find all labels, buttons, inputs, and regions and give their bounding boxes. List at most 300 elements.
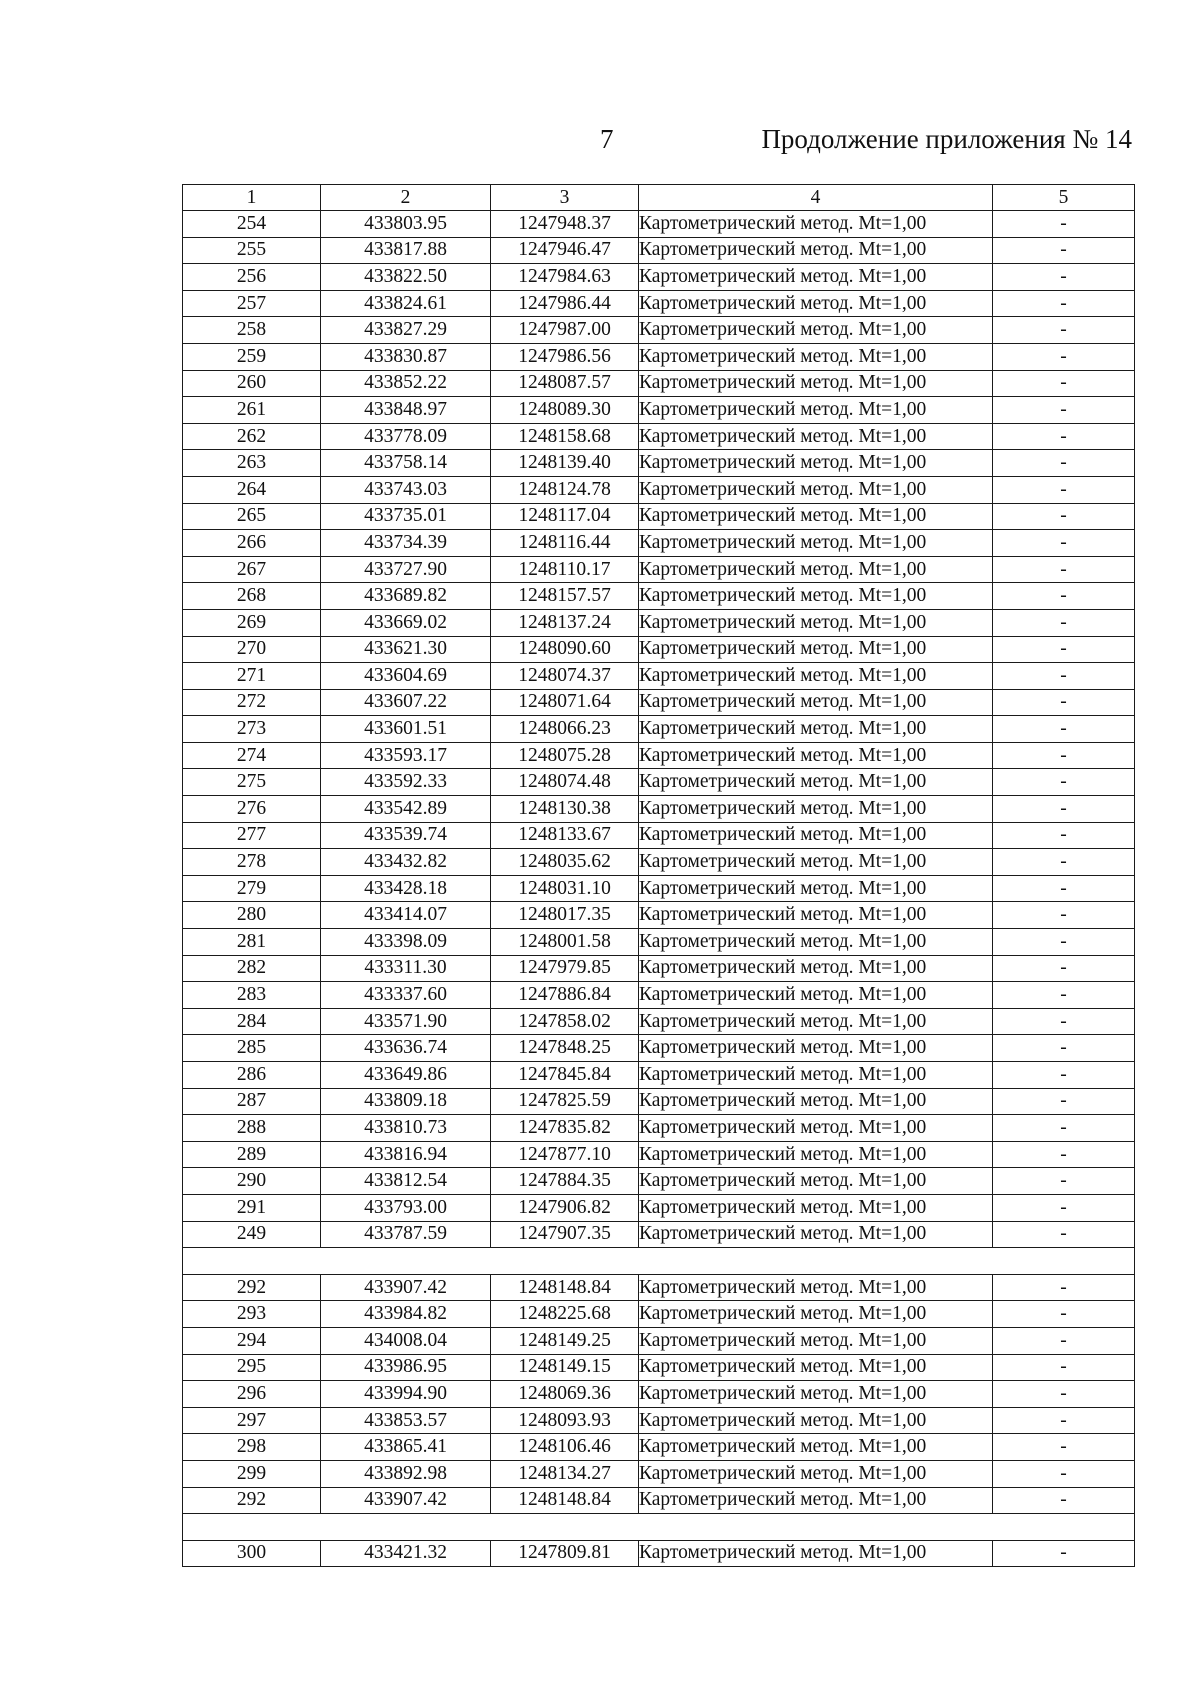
coordinate-x-cell: 433758.14 xyxy=(321,450,491,477)
method-description-cell: Картометрический метод. Mt=1,00 xyxy=(639,211,993,238)
method-description-cell: Картометрический метод. Mt=1,00 xyxy=(639,343,993,370)
error-value-cell: - xyxy=(993,1381,1135,1408)
coordinate-y-cell: 1248001.58 xyxy=(491,929,639,956)
table-row xyxy=(183,556,1135,583)
error-value-cell: - xyxy=(993,397,1135,424)
coordinate-x-cell: 433428.18 xyxy=(321,875,491,902)
coordinate-y-cell: 1248116.44 xyxy=(491,530,639,557)
error-value-cell: - xyxy=(993,530,1135,557)
page-number: 7 xyxy=(600,124,614,154)
error-value-cell: - xyxy=(993,1460,1135,1487)
table-row xyxy=(183,1008,1135,1035)
table-row xyxy=(183,716,1135,743)
method-description-cell: Картометрический метод. Mt=1,00 xyxy=(639,476,993,503)
method-description-cell: Картометрический метод. Mt=1,00 xyxy=(639,982,993,1009)
error-value-cell: - xyxy=(993,1487,1135,1514)
coordinate-y-cell: 1248117.04 xyxy=(491,503,639,530)
coordinate-x-cell: 433865.41 xyxy=(321,1434,491,1461)
table-row xyxy=(183,1062,1135,1089)
coordinate-y-cell: 1248093.93 xyxy=(491,1407,639,1434)
coordinate-x-cell: 433778.09 xyxy=(321,423,491,450)
error-value-cell: - xyxy=(993,1035,1135,1062)
coordinate-y-cell: 1248035.62 xyxy=(491,849,639,876)
method-description-cell: Картометрический метод. Mt=1,00 xyxy=(639,583,993,610)
coordinate-x-cell: 433734.39 xyxy=(321,530,491,557)
group-separator-cell xyxy=(183,1248,1135,1275)
coordinate-y-cell: 1247979.85 xyxy=(491,955,639,982)
coordinate-y-cell: 1247986.56 xyxy=(491,343,639,370)
error-value-cell: - xyxy=(993,1327,1135,1354)
coordinate-y-cell: 1247848.25 xyxy=(491,1035,639,1062)
point-number-cell: 271 xyxy=(183,663,321,690)
coordinate-x-cell: 433414.07 xyxy=(321,902,491,929)
table-row xyxy=(183,1460,1135,1487)
table-row xyxy=(183,1088,1135,1115)
error-value-cell: - xyxy=(993,1221,1135,1248)
coordinate-x-cell: 433810.73 xyxy=(321,1115,491,1142)
point-number-cell: 254 xyxy=(183,211,321,238)
point-number-cell: 273 xyxy=(183,716,321,743)
point-number-cell: 290 xyxy=(183,1168,321,1195)
error-value-cell: - xyxy=(993,583,1135,610)
coordinate-y-cell: 1248031.10 xyxy=(491,875,639,902)
method-description-cell: Картометрический метод. Mt=1,00 xyxy=(639,929,993,956)
coordinate-x-cell: 434008.04 xyxy=(321,1327,491,1354)
table-row xyxy=(183,1035,1135,1062)
table-row xyxy=(183,902,1135,929)
error-value-cell: - xyxy=(993,503,1135,530)
error-value-cell: - xyxy=(993,237,1135,264)
point-number-cell: 292 xyxy=(183,1487,321,1514)
coordinate-y-cell: 1248137.24 xyxy=(491,609,639,636)
method-description-cell: Картометрический метод. Mt=1,00 xyxy=(639,1035,993,1062)
method-description-cell: Картометрический метод. Mt=1,00 xyxy=(639,1434,993,1461)
method-description-cell: Картометрический метод. Mt=1,00 xyxy=(639,1354,993,1381)
coordinate-x-cell: 433817.88 xyxy=(321,237,491,264)
error-value-cell: - xyxy=(993,1141,1135,1168)
coordinate-x-cell: 433907.42 xyxy=(321,1274,491,1301)
table-row xyxy=(183,530,1135,557)
error-value-cell: - xyxy=(993,769,1135,796)
table-row xyxy=(183,1221,1135,1248)
table-row xyxy=(183,1540,1135,1567)
point-number-cell: 256 xyxy=(183,264,321,291)
error-value-cell: - xyxy=(993,370,1135,397)
table-row xyxy=(183,875,1135,902)
point-number-cell: 294 xyxy=(183,1327,321,1354)
coordinate-x-cell: 433824.61 xyxy=(321,290,491,317)
table-row xyxy=(183,1407,1135,1434)
method-description-cell: Картометрический метод. Mt=1,00 xyxy=(639,822,993,849)
coordinate-y-cell: 1247858.02 xyxy=(491,1008,639,1035)
table-row xyxy=(183,450,1135,477)
point-number-cell: 277 xyxy=(183,822,321,849)
coordinate-y-cell: 1248134.27 xyxy=(491,1460,639,1487)
error-value-cell: - xyxy=(993,636,1135,663)
error-value-cell: - xyxy=(993,929,1135,956)
method-description-cell: Картометрический метод. Mt=1,00 xyxy=(639,397,993,424)
table-row xyxy=(183,423,1135,450)
point-number-cell: 286 xyxy=(183,1062,321,1089)
error-value-cell: - xyxy=(993,211,1135,238)
coordinate-y-cell: 1247906.82 xyxy=(491,1194,639,1221)
method-description-cell: Картометрический метод. Mt=1,00 xyxy=(639,503,993,530)
coordinate-x-cell: 433809.18 xyxy=(321,1088,491,1115)
table-row xyxy=(183,1381,1135,1408)
coordinate-y-cell: 1248148.84 xyxy=(491,1274,639,1301)
column-header-1: 1 xyxy=(183,185,321,211)
method-description-cell: Картометрический метод. Mt=1,00 xyxy=(639,423,993,450)
point-number-cell: 283 xyxy=(183,982,321,1009)
coordinate-y-cell: 1247825.59 xyxy=(491,1088,639,1115)
coordinate-x-cell: 433539.74 xyxy=(321,822,491,849)
table-row xyxy=(183,1168,1135,1195)
method-description-cell: Картометрический метод. Mt=1,00 xyxy=(639,237,993,264)
coordinate-x-cell: 433604.69 xyxy=(321,663,491,690)
coordinate-x-cell: 433689.82 xyxy=(321,583,491,610)
coordinate-x-cell: 433311.30 xyxy=(321,955,491,982)
coordinate-y-cell: 1248157.57 xyxy=(491,583,639,610)
error-value-cell: - xyxy=(993,1168,1135,1195)
error-value-cell: - xyxy=(993,1088,1135,1115)
error-value-cell: - xyxy=(993,1354,1135,1381)
point-number-cell: 282 xyxy=(183,955,321,982)
method-description-cell: Картометрический метод. Mt=1,00 xyxy=(639,1221,993,1248)
point-number-cell: 266 xyxy=(183,530,321,557)
table-row xyxy=(183,982,1135,1009)
point-number-cell: 272 xyxy=(183,689,321,716)
point-number-cell: 280 xyxy=(183,902,321,929)
error-value-cell: - xyxy=(993,423,1135,450)
table-row xyxy=(183,742,1135,769)
error-value-cell: - xyxy=(993,955,1135,982)
column-header-5: 5 xyxy=(993,185,1135,211)
table-row xyxy=(183,211,1135,238)
error-value-cell: - xyxy=(993,609,1135,636)
method-description-cell: Картометрический метод. Mt=1,00 xyxy=(639,1088,993,1115)
point-number-cell: 267 xyxy=(183,556,321,583)
coordinate-x-cell: 433852.22 xyxy=(321,370,491,397)
table-body xyxy=(183,211,1135,1567)
coordinate-x-cell: 433607.22 xyxy=(321,689,491,716)
point-number-cell: 270 xyxy=(183,636,321,663)
error-value-cell: - xyxy=(993,1194,1135,1221)
error-value-cell: - xyxy=(993,1540,1135,1567)
point-number-cell: 285 xyxy=(183,1035,321,1062)
coordinate-y-cell: 1247984.63 xyxy=(491,264,639,291)
point-number-cell: 264 xyxy=(183,476,321,503)
method-description-cell: Картометрический метод. Mt=1,00 xyxy=(639,1327,993,1354)
coordinate-x-cell: 433830.87 xyxy=(321,343,491,370)
coordinate-y-cell: 1248149.15 xyxy=(491,1354,639,1381)
coordinate-y-cell: 1248158.68 xyxy=(491,423,639,450)
table-row xyxy=(183,1141,1135,1168)
coordinate-y-cell: 1247884.35 xyxy=(491,1168,639,1195)
table-row xyxy=(183,1194,1135,1221)
point-number-cell: 279 xyxy=(183,875,321,902)
method-description-cell: Картометрический метод. Mt=1,00 xyxy=(639,849,993,876)
table-row xyxy=(183,849,1135,876)
method-description-cell: Картометрический метод. Mt=1,00 xyxy=(639,1381,993,1408)
coordinate-y-cell: 1248075.28 xyxy=(491,742,639,769)
error-value-cell: - xyxy=(993,796,1135,823)
point-number-cell: 274 xyxy=(183,742,321,769)
coordinate-x-cell: 433649.86 xyxy=(321,1062,491,1089)
method-description-cell: Картометрический метод. Mt=1,00 xyxy=(639,317,993,344)
table-row xyxy=(183,1115,1135,1142)
method-description-cell: Картометрический метод. Mt=1,00 xyxy=(639,1407,993,1434)
table-row xyxy=(183,264,1135,291)
method-description-cell: Картометрический метод. Mt=1,00 xyxy=(639,1301,993,1328)
coordinate-x-cell: 433421.32 xyxy=(321,1540,491,1567)
error-value-cell: - xyxy=(993,1115,1135,1142)
group-separator-row xyxy=(183,1248,1135,1275)
error-value-cell: - xyxy=(993,902,1135,929)
table-row xyxy=(183,769,1135,796)
error-value-cell: - xyxy=(993,982,1135,1009)
coordinate-x-cell: 433892.98 xyxy=(321,1460,491,1487)
table-row xyxy=(183,583,1135,610)
point-number-cell: 262 xyxy=(183,423,321,450)
table-row xyxy=(183,822,1135,849)
point-number-cell: 284 xyxy=(183,1008,321,1035)
table-row xyxy=(183,1434,1135,1461)
error-value-cell: - xyxy=(993,663,1135,690)
method-description-cell: Картометрический метод. Mt=1,00 xyxy=(639,1141,993,1168)
coordinate-y-cell: 1247877.10 xyxy=(491,1141,639,1168)
table-row xyxy=(183,929,1135,956)
table-row xyxy=(183,237,1135,264)
coordinate-y-cell: 1248106.46 xyxy=(491,1434,639,1461)
method-description-cell: Картометрический метод. Mt=1,00 xyxy=(639,450,993,477)
column-header-2: 2 xyxy=(321,185,491,211)
point-number-cell: 263 xyxy=(183,450,321,477)
coordinate-x-cell: 433827.29 xyxy=(321,317,491,344)
column-header-3: 3 xyxy=(491,185,639,211)
coordinate-y-cell: 1248133.67 xyxy=(491,822,639,849)
coordinate-x-cell: 433542.89 xyxy=(321,796,491,823)
table-row xyxy=(183,290,1135,317)
error-value-cell: - xyxy=(993,822,1135,849)
point-number-cell: 291 xyxy=(183,1194,321,1221)
coordinate-y-cell: 1248148.84 xyxy=(491,1487,639,1514)
coordinate-x-cell: 433822.50 xyxy=(321,264,491,291)
method-description-cell: Картометрический метод. Mt=1,00 xyxy=(639,1168,993,1195)
coordinate-y-cell: 1248017.35 xyxy=(491,902,639,929)
coordinate-x-cell: 433984.82 xyxy=(321,1301,491,1328)
method-description-cell: Картометрический метод. Mt=1,00 xyxy=(639,1487,993,1514)
coordinate-y-cell: 1247845.84 xyxy=(491,1062,639,1089)
point-number-cell: 300 xyxy=(183,1540,321,1567)
coordinate-x-cell: 433803.95 xyxy=(321,211,491,238)
coordinate-y-cell: 1247886.84 xyxy=(491,982,639,1009)
method-description-cell: Картометрический метод. Mt=1,00 xyxy=(639,1194,993,1221)
coordinate-x-cell: 433848.97 xyxy=(321,397,491,424)
coordinate-y-cell: 1248066.23 xyxy=(491,716,639,743)
point-number-cell: 255 xyxy=(183,237,321,264)
error-value-cell: - xyxy=(993,343,1135,370)
method-description-cell: Картометрический метод. Mt=1,00 xyxy=(639,556,993,583)
coordinate-x-cell: 433816.94 xyxy=(321,1141,491,1168)
coordinate-y-cell: 1247809.81 xyxy=(491,1540,639,1567)
coordinate-y-cell: 1248225.68 xyxy=(491,1301,639,1328)
table-row xyxy=(183,370,1135,397)
coordinate-x-cell: 433636.74 xyxy=(321,1035,491,1062)
coordinate-y-cell: 1248149.25 xyxy=(491,1327,639,1354)
table-row xyxy=(183,609,1135,636)
error-value-cell: - xyxy=(993,849,1135,876)
coordinate-y-cell: 1248139.40 xyxy=(491,450,639,477)
method-description-cell: Картометрический метод. Mt=1,00 xyxy=(639,1460,993,1487)
table-row xyxy=(183,1301,1135,1328)
coordinate-y-cell: 1248130.38 xyxy=(491,796,639,823)
coordinate-x-cell: 433601.51 xyxy=(321,716,491,743)
coordinate-y-cell: 1248110.17 xyxy=(491,556,639,583)
coordinate-y-cell: 1248074.48 xyxy=(491,769,639,796)
point-number-cell: 298 xyxy=(183,1434,321,1461)
coordinate-x-cell: 433793.00 xyxy=(321,1194,491,1221)
coordinate-x-cell: 433571.90 xyxy=(321,1008,491,1035)
coordinate-y-cell: 1247946.47 xyxy=(491,237,639,264)
error-value-cell: - xyxy=(993,556,1135,583)
error-value-cell: - xyxy=(993,290,1135,317)
table-row xyxy=(183,1487,1135,1514)
method-description-cell: Картометрический метод. Mt=1,00 xyxy=(639,609,993,636)
error-value-cell: - xyxy=(993,1407,1135,1434)
method-description-cell: Картометрический метод. Mt=1,00 xyxy=(639,663,993,690)
coordinate-x-cell: 433669.02 xyxy=(321,609,491,636)
group-separator-cell xyxy=(183,1514,1135,1541)
page-header xyxy=(0,124,1200,164)
error-value-cell: - xyxy=(993,1008,1135,1035)
table-row xyxy=(183,476,1135,503)
coordinate-x-cell: 433743.03 xyxy=(321,476,491,503)
coordinate-y-cell: 1247948.37 xyxy=(491,211,639,238)
error-value-cell: - xyxy=(993,742,1135,769)
error-value-cell: - xyxy=(993,716,1135,743)
table-row xyxy=(183,955,1135,982)
point-number-cell: 287 xyxy=(183,1088,321,1115)
coordinate-x-cell: 433986.95 xyxy=(321,1354,491,1381)
point-number-cell: 269 xyxy=(183,609,321,636)
error-value-cell: - xyxy=(993,317,1135,344)
table-row xyxy=(183,397,1135,424)
coordinate-x-cell: 433812.54 xyxy=(321,1168,491,1195)
error-value-cell: - xyxy=(993,689,1135,716)
method-description-cell: Картометрический метод. Mt=1,00 xyxy=(639,742,993,769)
coordinate-x-cell: 433727.90 xyxy=(321,556,491,583)
method-description-cell: Картометрический метод. Mt=1,00 xyxy=(639,716,993,743)
coordinate-x-cell: 433735.01 xyxy=(321,503,491,530)
coordinate-y-cell: 1247986.44 xyxy=(491,290,639,317)
point-number-cell: 295 xyxy=(183,1354,321,1381)
coordinate-y-cell: 1248069.36 xyxy=(491,1381,639,1408)
coordinate-y-cell: 1248087.57 xyxy=(491,370,639,397)
method-description-cell: Картометрический метод. Mt=1,00 xyxy=(639,1008,993,1035)
method-description-cell: Картометрический метод. Mt=1,00 xyxy=(639,1062,993,1089)
table-row xyxy=(183,503,1135,530)
coordinate-y-cell: 1248090.60 xyxy=(491,636,639,663)
method-description-cell: Картометрический метод. Mt=1,00 xyxy=(639,1274,993,1301)
error-value-cell: - xyxy=(993,1301,1135,1328)
point-number-cell: 249 xyxy=(183,1221,321,1248)
coordinate-y-cell: 1248074.37 xyxy=(491,663,639,690)
point-number-cell: 275 xyxy=(183,769,321,796)
error-value-cell: - xyxy=(993,1434,1135,1461)
method-description-cell: Картометрический метод. Mt=1,00 xyxy=(639,370,993,397)
table-row xyxy=(183,636,1135,663)
group-separator-row xyxy=(183,1514,1135,1541)
point-number-cell: 297 xyxy=(183,1407,321,1434)
method-description-cell: Картометрический метод. Mt=1,00 xyxy=(639,796,993,823)
method-description-cell: Картометрический метод. Mt=1,00 xyxy=(639,769,993,796)
coordinate-x-cell: 433592.33 xyxy=(321,769,491,796)
coordinate-x-cell: 433337.60 xyxy=(321,982,491,1009)
table-row xyxy=(183,796,1135,823)
error-value-cell: - xyxy=(993,875,1135,902)
coordinate-x-cell: 433907.42 xyxy=(321,1487,491,1514)
coordinate-x-cell: 433621.30 xyxy=(321,636,491,663)
coordinate-y-cell: 1247987.00 xyxy=(491,317,639,344)
error-value-cell: - xyxy=(993,1274,1135,1301)
point-number-cell: 292 xyxy=(183,1274,321,1301)
method-description-cell: Картометрический метод. Mt=1,00 xyxy=(639,530,993,557)
point-number-cell: 257 xyxy=(183,290,321,317)
point-number-cell: 258 xyxy=(183,317,321,344)
coordinate-y-cell: 1248124.78 xyxy=(491,476,639,503)
coordinate-x-cell: 433994.90 xyxy=(321,1381,491,1408)
coordinate-y-cell: 1248089.30 xyxy=(491,397,639,424)
table-row xyxy=(183,1274,1135,1301)
point-number-cell: 261 xyxy=(183,397,321,424)
method-description-cell: Картометрический метод. Mt=1,00 xyxy=(639,902,993,929)
column-number-row xyxy=(183,185,1135,211)
point-number-cell: 289 xyxy=(183,1141,321,1168)
method-description-cell: Картометрический метод. Mt=1,00 xyxy=(639,290,993,317)
table-row xyxy=(183,1354,1135,1381)
point-number-cell: 276 xyxy=(183,796,321,823)
point-number-cell: 293 xyxy=(183,1301,321,1328)
table-row xyxy=(183,663,1135,690)
error-value-cell: - xyxy=(993,450,1135,477)
method-description-cell: Картометрический метод. Mt=1,00 xyxy=(639,1115,993,1142)
table-row xyxy=(183,689,1135,716)
method-description-cell: Картометрический метод. Mt=1,00 xyxy=(639,875,993,902)
method-description-cell: Картометрический метод. Mt=1,00 xyxy=(639,636,993,663)
coordinate-x-cell: 433593.17 xyxy=(321,742,491,769)
point-number-cell: 296 xyxy=(183,1381,321,1408)
coordinates-table xyxy=(182,184,1135,1567)
point-number-cell: 268 xyxy=(183,583,321,610)
appendix-title: Продолжение приложения № 14 xyxy=(761,124,1132,154)
coordinate-y-cell: 1247835.82 xyxy=(491,1115,639,1142)
error-value-cell: - xyxy=(993,1062,1135,1089)
table-row xyxy=(183,1327,1135,1354)
coordinate-y-cell: 1247907.35 xyxy=(491,1221,639,1248)
point-number-cell: 281 xyxy=(183,929,321,956)
method-description-cell: Картометрический метод. Mt=1,00 xyxy=(639,1540,993,1567)
method-description-cell: Картометрический метод. Mt=1,00 xyxy=(639,955,993,982)
coordinate-x-cell: 433398.09 xyxy=(321,929,491,956)
table-row xyxy=(183,317,1135,344)
method-description-cell: Картометрический метод. Mt=1,00 xyxy=(639,264,993,291)
coordinate-y-cell: 1248071.64 xyxy=(491,689,639,716)
coordinate-x-cell: 433432.82 xyxy=(321,849,491,876)
point-number-cell: 288 xyxy=(183,1115,321,1142)
point-number-cell: 265 xyxy=(183,503,321,530)
point-number-cell: 260 xyxy=(183,370,321,397)
column-header-4: 4 xyxy=(639,185,993,211)
